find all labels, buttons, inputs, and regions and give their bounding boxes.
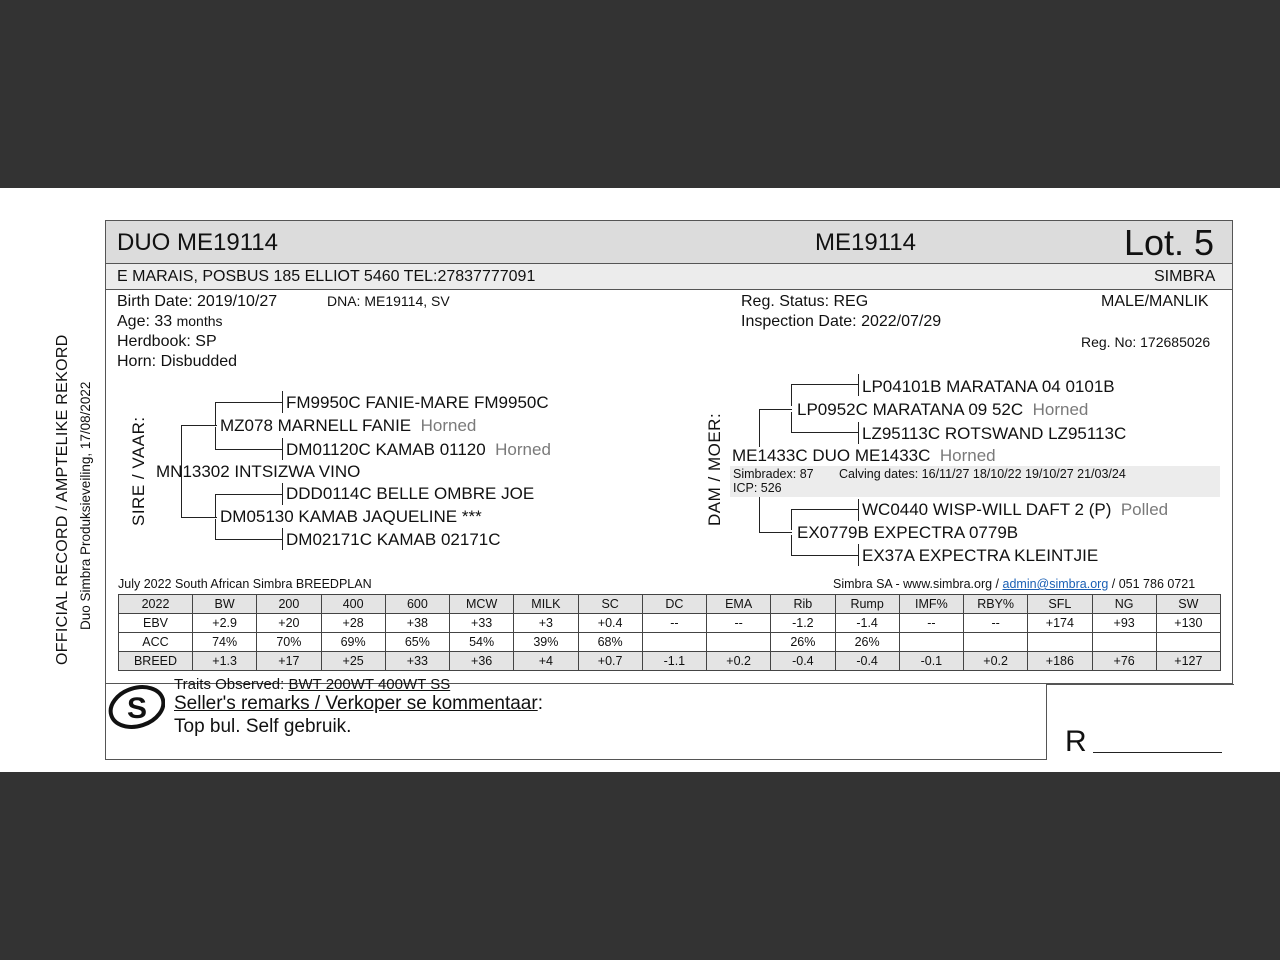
table-cell: +36 <box>450 652 514 671</box>
table-cell <box>642 633 706 652</box>
table-cell: +127 <box>1156 652 1220 671</box>
table-cell: +174 <box>1028 614 1092 633</box>
animal-name: DUO ME19114 <box>117 229 278 256</box>
table-cell: +3 <box>514 614 578 633</box>
sire: MN13302 INTSIZWA VINO <box>156 462 361 481</box>
table-cell: +76 <box>1092 652 1156 671</box>
simbradex: Simbradex: 87 <box>733 467 814 481</box>
table-header-cell: SW <box>1156 595 1220 614</box>
calving-dates: Calving dates: 16/11/27 18/10/22 19/10/27 21/03/24 <box>839 467 1126 481</box>
dam-label: DAM / MOER: <box>705 412 724 526</box>
dam-sire: LP0952C MARATANA 09 52C Horned <box>797 400 1089 419</box>
table-header-cell: 200 <box>257 595 321 614</box>
table-cell: +0.7 <box>578 652 642 671</box>
animal-id: ME19114 <box>815 229 916 256</box>
reg-number: Reg. No: 172685026 <box>1081 334 1211 350</box>
table-cell: +38 <box>385 614 449 633</box>
table-header-cell: SC <box>578 595 642 614</box>
table-header-cell: NG <box>1092 595 1156 614</box>
table-cell: +186 <box>1028 652 1092 671</box>
sire-dam-sire: DDD0114C BELLE OMBRE JOE <box>286 484 535 503</box>
sire-sire-sire: FM9950C FANIE-MARE FM9950C <box>286 393 549 412</box>
table-header-cell: Rib <box>771 595 835 614</box>
table-cell: 68% <box>578 633 642 652</box>
owner-info: E MARAIS, POSBUS 185 ELLIOT 5460 TEL:27837777091 <box>117 268 536 285</box>
table-cell: -- <box>707 614 771 633</box>
table-cell: -1.1 <box>642 652 706 671</box>
table-cell: -0.4 <box>771 652 835 671</box>
table-header-cell: 2022 <box>119 595 193 614</box>
seller-remarks-heading: Seller's remarks / Verkoper se kommentaar: <box>174 693 543 714</box>
table-cell: +33 <box>385 652 449 671</box>
table-cell <box>1156 633 1220 652</box>
sire-dam-dam: DM02171C KAMAB 02171C <box>286 530 501 549</box>
table-header-cell: RBY% <box>964 595 1028 614</box>
table-cell: +4 <box>514 652 578 671</box>
table-cell: BREED <box>119 652 193 671</box>
table-cell: -- <box>642 614 706 633</box>
table-cell: -1.4 <box>835 614 899 633</box>
table-cell <box>707 633 771 652</box>
table-row-ebv <box>119 614 1221 633</box>
table-cell: 69% <box>321 633 385 652</box>
sale-name-label: Duo Simbra Produksieveiling, 17/08/2022 <box>78 381 93 630</box>
table-header-cell: EMA <box>707 595 771 614</box>
breed-name: SIMBRA <box>1154 268 1216 285</box>
table-cell <box>1028 633 1092 652</box>
table-row-breed <box>119 652 1221 671</box>
reg-status: Reg. Status: REG <box>741 293 869 310</box>
email-link[interactable]: admin@simbra.org <box>1002 577 1109 591</box>
table-header-cell: 400 <box>321 595 385 614</box>
dam: ME1433C DUO ME1433C Horned <box>732 446 996 465</box>
sex: MALE/MANLIK <box>1101 293 1209 310</box>
table-header-row <box>119 595 1221 614</box>
breedplan-title: July 2022 South African Simbra BREEDPLAN <box>118 577 372 591</box>
table-cell: +2.9 <box>193 614 257 633</box>
dam-sire-sire: LP04101B MARATANA 04 0101B <box>862 377 1115 396</box>
table-cell <box>1092 633 1156 652</box>
table-cell: +25 <box>321 652 385 671</box>
table-cell: +1.3 <box>193 652 257 671</box>
table-cell: +17 <box>257 652 321 671</box>
table-cell: -- <box>899 614 963 633</box>
table-cell: -- <box>964 614 1028 633</box>
lot-number: Lot. 5 <box>1124 222 1215 263</box>
table-cell: +130 <box>1156 614 1220 633</box>
table-cell: EBV <box>119 614 193 633</box>
traits-observed: Traits Observed: BWT 200WT 400WT SS <box>174 676 451 693</box>
bottom-dark-band <box>0 772 1280 960</box>
birth-date: Birth Date: 2019/10/27 <box>117 293 278 310</box>
simbra-logo-icon <box>107 683 165 731</box>
top-dark-band <box>0 0 1280 188</box>
dam-dam: EX0779B EXPECTRA 0779B <box>797 523 1019 542</box>
price-line[interactable] <box>1093 752 1222 753</box>
simbra-contact: Simbra SA - www.simbra.org / admin@simbra.org / 051 786 0721 <box>833 577 1196 591</box>
table-cell <box>964 633 1028 652</box>
table-cell: 54% <box>450 633 514 652</box>
table-cell: +93 <box>1092 614 1156 633</box>
table-cell: 70% <box>257 633 321 652</box>
dna-info: DNA: ME19114, SV <box>327 293 450 309</box>
dam-dam-sire: WC0440 WISP-WILL DAFT 2 (P) Polled <box>862 500 1169 519</box>
table-header-cell: MILK <box>514 595 578 614</box>
table-cell: 26% <box>771 633 835 652</box>
table-cell: 26% <box>835 633 899 652</box>
table-cell: +0.2 <box>707 652 771 671</box>
table-cell: -1.2 <box>771 614 835 633</box>
table-cell: +0.2 <box>964 652 1028 671</box>
table-cell: +28 <box>321 614 385 633</box>
table-cell: 74% <box>193 633 257 652</box>
table-header-cell: 600 <box>385 595 449 614</box>
sire-sire-dam: DM01120C KAMAB 01120 Horned <box>286 440 551 459</box>
table-header-cell: IMF% <box>899 595 963 614</box>
official-record-label: OFFICIAL RECORD / AMPTELIKE REKORD <box>54 334 71 665</box>
table-cell: +0.4 <box>578 614 642 633</box>
table-cell: +33 <box>450 614 514 633</box>
sire-sire: MZ078 MARNELL FANIE Horned <box>220 416 477 435</box>
table-header-cell: MCW <box>450 595 514 614</box>
table-cell: +20 <box>257 614 321 633</box>
svg-text:S: S <box>127 692 148 725</box>
table-header-cell: BW <box>193 595 257 614</box>
table-row-acc <box>119 633 1221 652</box>
horn-status: Horn: Disbudded <box>117 353 238 370</box>
sire-label: SIRE / VAAR: <box>129 416 148 526</box>
table-cell <box>899 633 963 652</box>
dam-sire-dam: LZ95113C ROTSWAND LZ95113C <box>862 424 1127 443</box>
table-cell: ACC <box>119 633 193 652</box>
icp: ICP: 526 <box>733 481 782 495</box>
ebv-table <box>118 594 1221 671</box>
herdbook: Herdbook: SP <box>117 333 217 350</box>
price-currency: R <box>1065 725 1087 758</box>
table-header-cell: SFL <box>1028 595 1092 614</box>
table-cell: 39% <box>514 633 578 652</box>
table-cell: 65% <box>385 633 449 652</box>
table-cell: -0.1 <box>899 652 963 671</box>
table-header-cell: DC <box>642 595 706 614</box>
age: Age: 33 months <box>117 313 223 330</box>
sire-dam: DM05130 KAMAB JAQUELINE *** <box>220 507 482 526</box>
table-header-cell: Rump <box>835 595 899 614</box>
table-cell: -0.4 <box>835 652 899 671</box>
inspection-date: Inspection Date: 2022/07/29 <box>741 313 942 330</box>
seller-remarks-text: Top bul. Self gebruik. <box>174 716 352 737</box>
dam-dam-dam: EX37A EXPECTRA KLEINTJIE <box>862 546 1099 565</box>
